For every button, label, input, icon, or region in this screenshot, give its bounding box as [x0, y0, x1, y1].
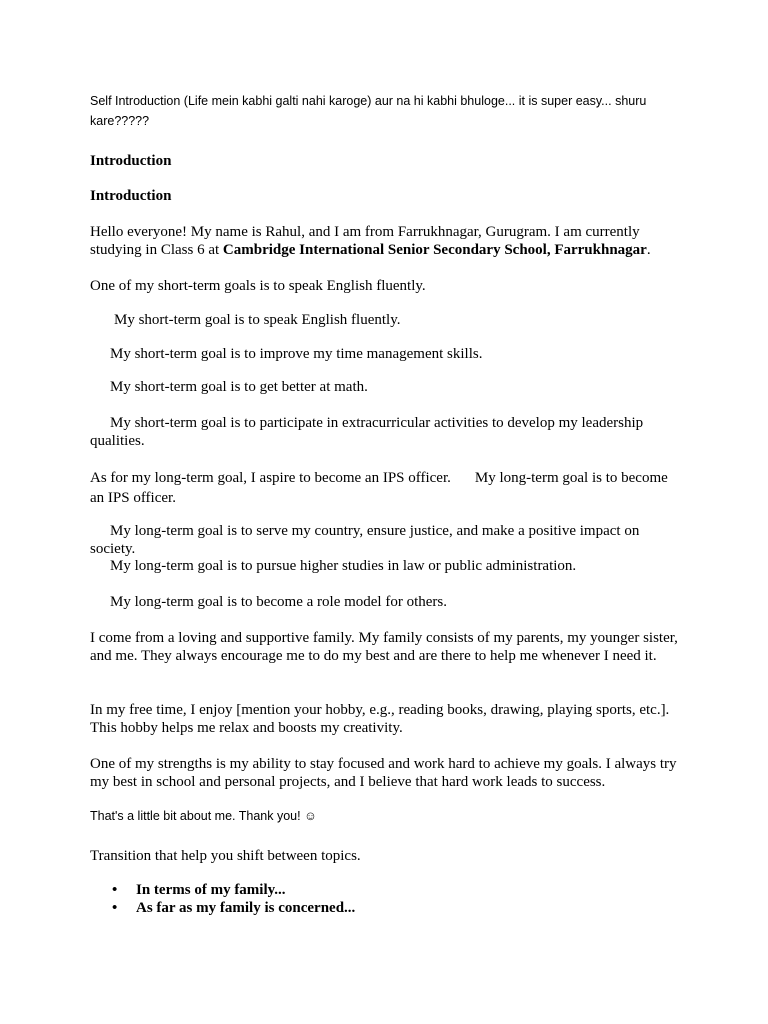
family-paragraph: I come from a loving and supportive family. My family consists of my parents, my younger sister, and me. They always encourage me to do my best and are there to help me whenever I need it. — [90, 630, 678, 664]
strengths-paragraph: One of my strengths is my ability to stay focused and work hard to achieve my goals. I always try my best in school and personal projects, and I believe that hard work leads to success. — [90, 756, 677, 790]
intro-text: Hello everyone! My name is Rahul, and I am from Farrukhnagar, Gurugram. I am currently studying in Class 6 at — [90, 224, 640, 258]
intro-period: . — [646, 242, 651, 258]
header-note: Self Introduction (Life mein kabhi galti nahi karoge) aur na hi kabhi bhuloge... it is super easy... shuru kare????? — [90, 94, 647, 128]
bullet-icon: • — [112, 882, 118, 898]
long-goal-paragraph — [90, 468, 680, 508]
long-goal-intro: As for my long-term goal, I aspire to become an IPS officer. — [90, 470, 451, 486]
list-item — [112, 881, 355, 899]
list-item-text: As far as my family is concerned... — [136, 900, 356, 916]
long-goal-item: My long-term goal is to pursue higher studies in law or public administration. — [110, 558, 577, 574]
short-goal-item: My short-term goal is to speak English fluently. — [114, 312, 401, 328]
transition-list — [112, 881, 355, 917]
short-goal-item: My short-term goal is to participate in extracurricular activities to develop my leadership qualities. — [90, 415, 644, 449]
intro-paragraph — [90, 223, 680, 259]
school-name: Cambridge International Senior Secondary School, Farrukhnagar — [222, 242, 647, 258]
closing-line: That's a little bit about me. Thank you! ☺ — [90, 809, 317, 823]
hobby-paragraph: In my free time, I enjoy [mention your hobby, e.g., reading books, drawing, playing sports, etc.]. This hobby helps me relax and boosts my creativity. — [90, 702, 670, 736]
list-item-text: In terms of my family... — [136, 882, 286, 898]
short-goal-intro: One of my short-term goals is to speak English fluently. — [90, 278, 426, 294]
long-goal-item: My long-term goal is to serve my country, ensure justice, and make a positive impact on society. — [90, 523, 640, 557]
bullet-icon: • — [112, 900, 118, 916]
short-goal-item: My short-term goal is to improve my time management skills. — [110, 346, 483, 362]
short-goal-item: My short-term goal is to get better at math. — [110, 379, 368, 395]
transition-heading: Transition that help you shift between topics. — [90, 848, 361, 864]
heading-introduction: Introduction — [90, 153, 172, 169]
long-goal-item: My long-term goal is to become a role model for others. — [110, 594, 447, 610]
list-item — [112, 899, 355, 917]
long-goal-inline: My long-term goal is to become an IPS officer. — [90, 470, 668, 506]
heading-introduction-repeat: Introduction — [90, 188, 172, 204]
